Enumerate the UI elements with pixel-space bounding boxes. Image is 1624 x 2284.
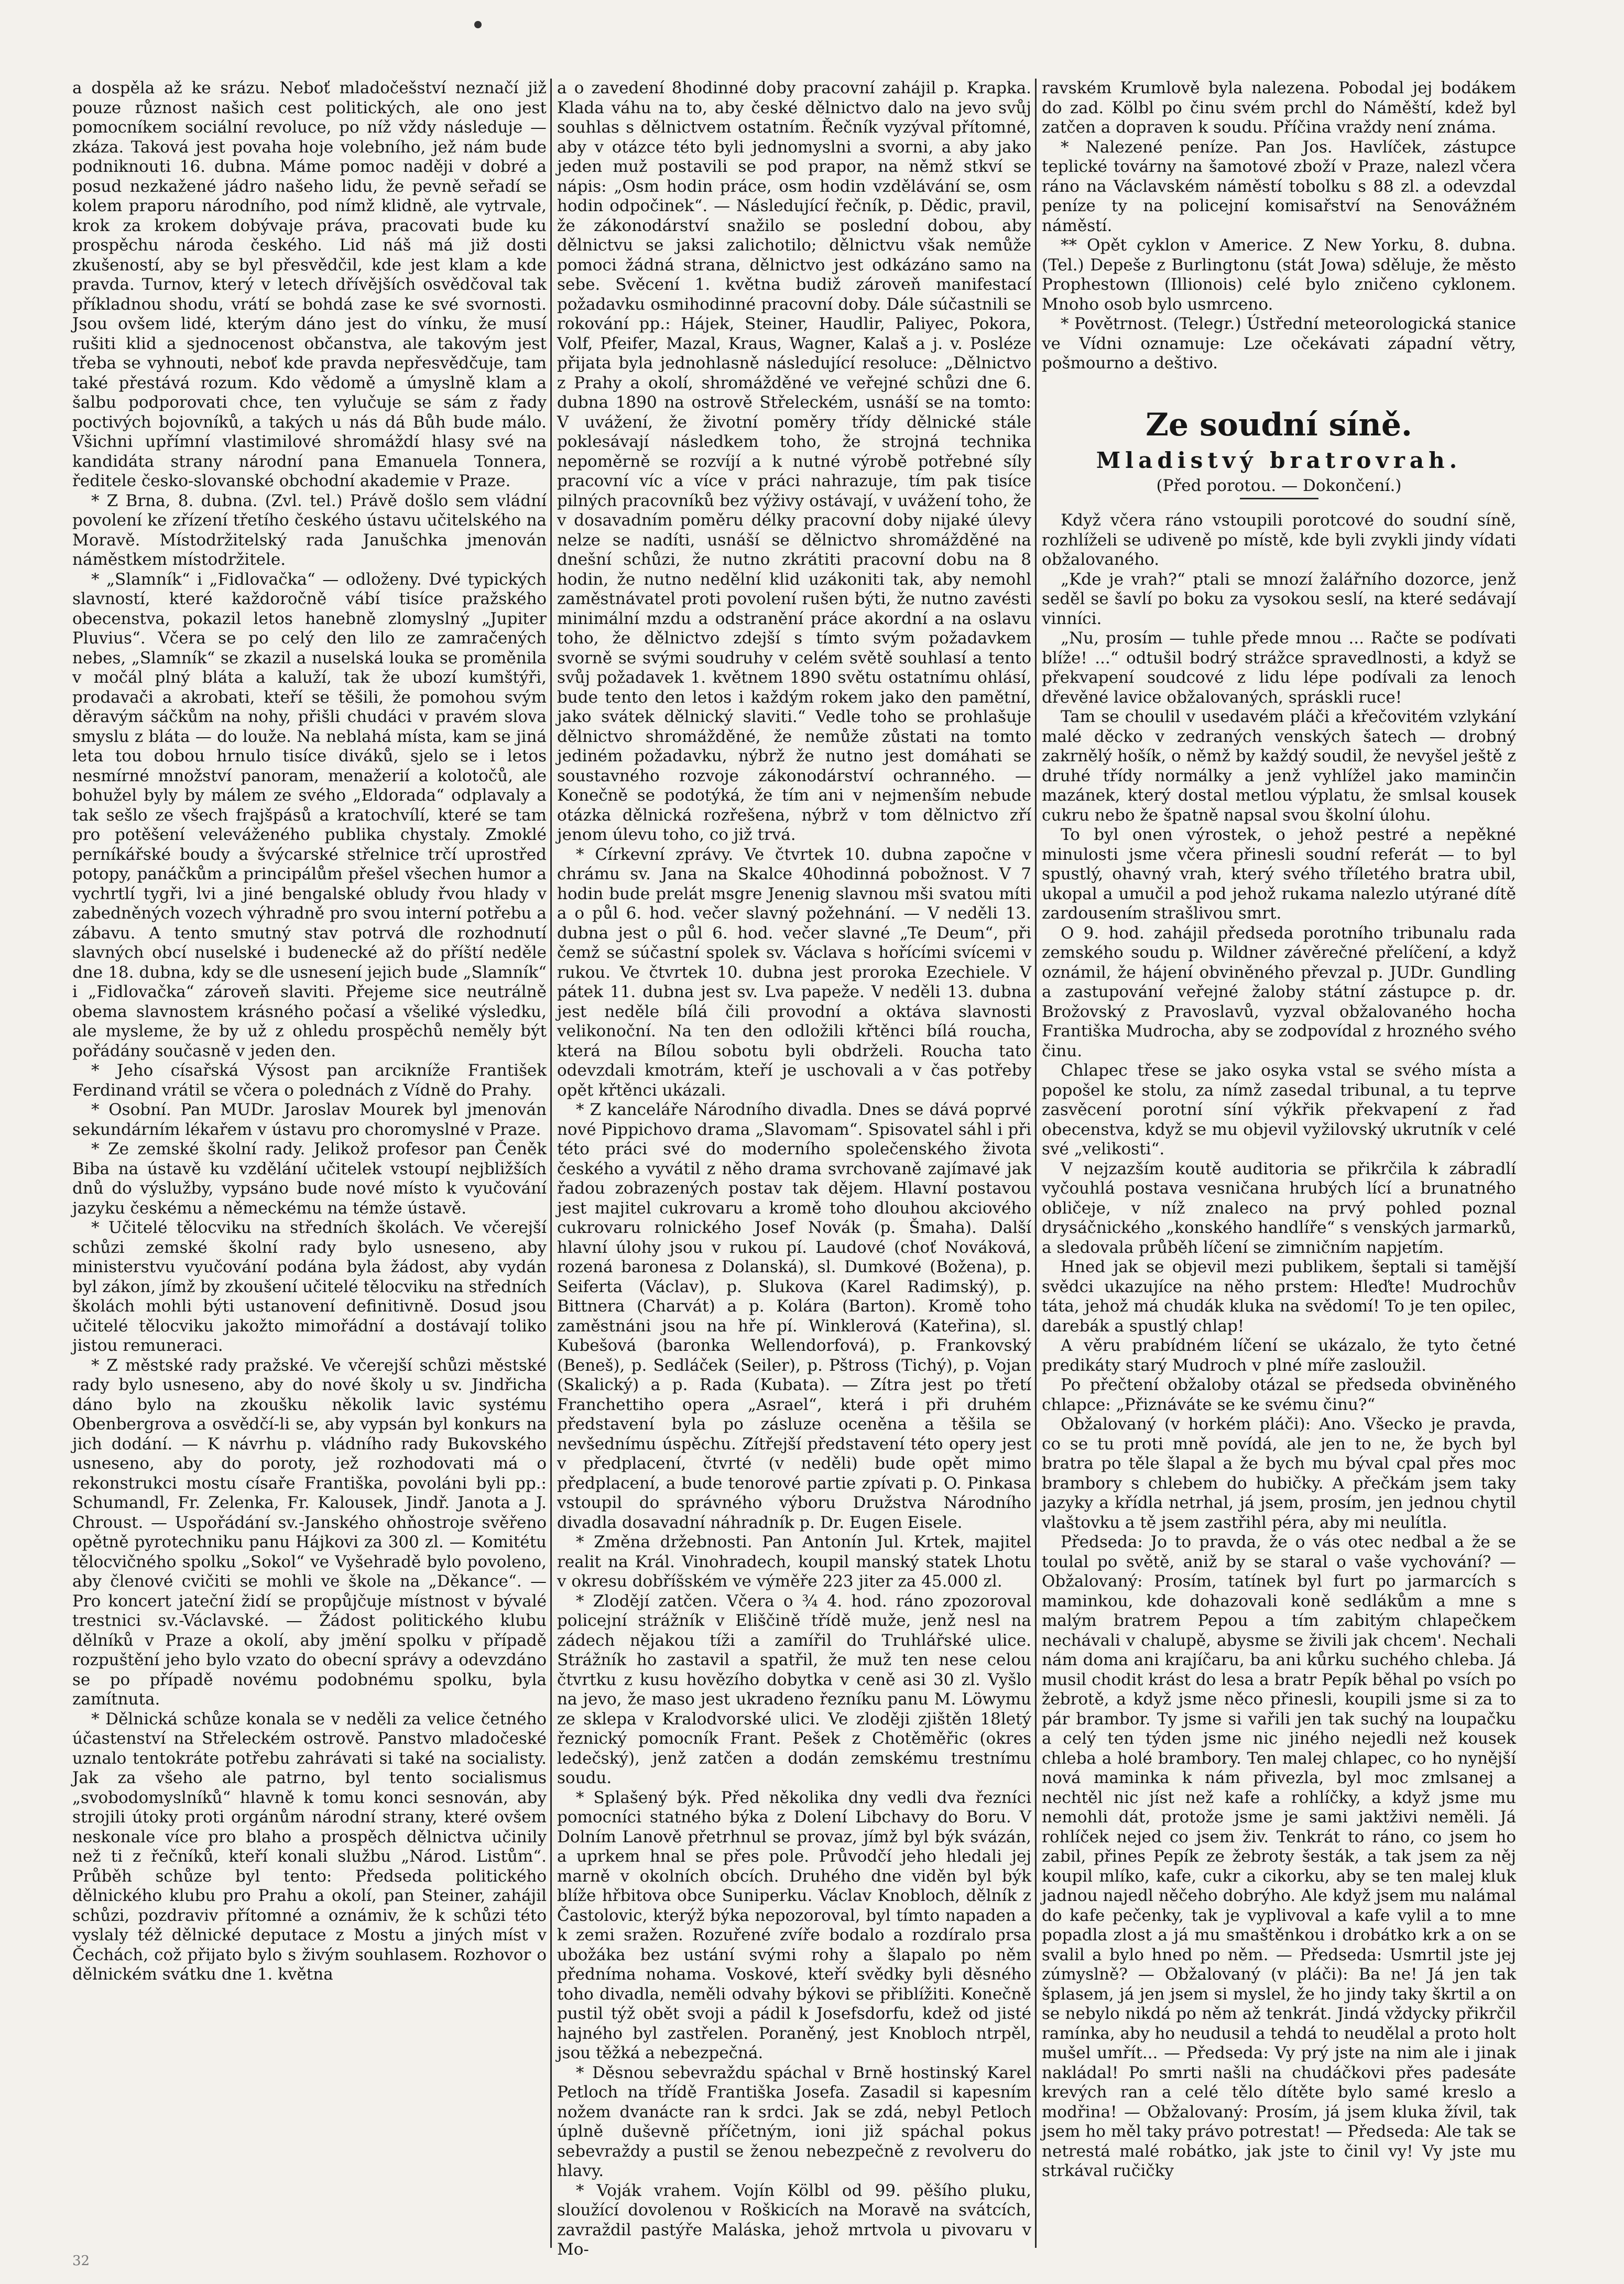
article-arcikniže: * Jeho císařská Výsost pan arcikníže František Ferdinand vrátil se včera o polednách z Vídně do Prahy.	[72, 1061, 547, 1100]
article-ucitele-telocviku: * Učitelé tělocviku na středních školách. Ve včerejší schůzi zemské školní rady bylo usneseno, aby ministerstvu vyučování podána byla žádost, aby vydán byl zákon, jímž by zkoušení učitelé tělocviku na středních školách mohli býti ustanovení definitivně. Dosud jsou učitelé tělocviku jakožto mimořádní a dostávají toliko jistou remuneraci.	[72, 1218, 547, 1355]
court-paragraph: Po přečtení obžaloby otázal se předseda obviněného chlapce: „Přiznáváte se ke svému činu?“	[1042, 1375, 1516, 1414]
article-osobni: * Osobní. Pan MUDr. Jaroslav Mourek byl jmenován sekundárním lékařem v ústavu pro choromyslné v Praze.	[72, 1100, 547, 1139]
court-paragraph: Tam se choulil v usedavém pláči a křečovitém vzlykání malé děcko v zedraných venských šatech — drobný zakrnělý hošík, o němž by každý soudil, že nevyšel ještě z druhé třídy normálky a jenž vyhlížel jako maminčin mazánek, který dostal metlou výplatu, že smlsal kousek cukru nebo že špatně napsal svou školní úlohu.	[1042, 707, 1516, 825]
article-nalezene-penize: * Nalezené peníze. Pan Jos. Havlíček, zástupce teplické továrny na šamotové zboží v Praze, nalezl včera ráno na Václavském náměstí tobolku s 88 zl. a odevzdal peníze ty na policejní komisařství na Senovážném náměstí.	[1042, 137, 1516, 235]
column-rule	[550, 79, 552, 2248]
court-paragraph: Hned jak se objevil mezi publikem, šeptali si tamější svědci ukazujíce na něho prstem: Hleďte! Mudrochův táta, jehož má chudák kluka na svědomí! To je ten opilec, darebák a spustlý chlap!	[1042, 1258, 1516, 1336]
court-paragraph: „Nu, prosím — tuhle přede mnou ... Račte se podívati blíže! ...“ odtušil bodrý strážce spravedlnosti, a když se překvapení soudcové z lidu lépe podívali za lenoch dřevěné lavice obžalovaných, spráskli ruce!	[1042, 629, 1516, 707]
court-paragraph: „Kde je vrah?“ ptali se mnozí žalářního dozorce, jenž seděl se šavlí po boku za vysokou seslí, na které sedávají vinníci.	[1042, 570, 1516, 628]
court-paragraph: A věru prabídném líčení se ukázalo, že tyto četné predikáty starý Mudroch v plné míře zasloužil.	[1042, 1336, 1516, 1375]
court-paragraph: Předseda: Jo to pravda, že o vás otec nedbal a že se toulal po světě, aniž by se staral o vaše vychování? — Obžalovaný: Prosím, tatínek byl furt po jarmarcích s maminkou, kde dohazovali koně sedlákům a mne s malým bratrem Pepou a tím zabitým chlapečkem nechávali v chalupě, abysme se živili jak chcem'. Nechali nám doma ani krajíčaru, ba ani kůrku suchého chleba. Já musil chodit krást do lesa a bratr Pepík běhal po vsích po žebrotě, a když jsme něco přinesli, koupili jsme si za to pár brambor. Ty jsme si vařili jen tak suchý na loupačku a celý ten týden jsme nic jiného nejedli než kousek chleba a holé brambory. Ten malej chlapec, co ho nynější nová maminka k nám přivezla, byl moc zmlsanej a nechtěl nic jíst než kafe a rohlíčky, a když jsme mu nemohli dát, protože jsme je sami jaktživi neměli. Já rohlíček nejed co jsem živ. Tenkrát to ráno, co jsem ho zabil, přines Pepík ze žebroty šesták, a tak jsem za něj koupil mlíko, kafe, cukr a cikorku, aby se ten malej kluk jadnou najedl něčeho dobrýho. Ale když jsem mu nalámal do kafe pečenky, tak je vyplivoval a kafe vylil a to mne popadla zlost a já mu smaštěnkou i drobátko krk a on se svalil a bylo hned po něm. — Předseda: Usmrtil jste jej zúmyslně? — Obžalovaný (v pláči): Ba ne! Já jen tak šplasem, já jen jsem si myslel, že ho jindy taky škrtil a on se nebylo nikdá po něm až tenkrát. Jindá vždycky přikrčil ramínka, aby ho neudusil a tehdá to neudělal a proto holt mušel umřít... — Předseda: Vy prý jste na nim ale i jinak nakládal! Po smrti našli na chudáčkovi přes padesáte krevých ran a celé tělo dítěte bylo samé kreslo a modřina! — Obžalovaný: Prosím, já jsem kluka žívil, tak jsem ho měl taky právo potrestat! — Předseda: Ale tak se netrestá malé robátko, jak jste to činil vy! Vy jste mu strkával ručičky	[1042, 1533, 1516, 2180]
article-splaseny-byk: * Splašený býk. Před několika dny vedli dva řezníci pomocníci statného býka z Dolení Libchavy do Boru. V Dolním Lanově přetrhnul se provaz, jímž byl býk svázán, a uprkem hnal se přes pole. Průvodčí jeho hledali jej marně v okolních obcích. Druhého dne viděn byl býk blíže hřbitova obce Suniperku. Václav Knobloch, dělník z Častolovic, kterýž býka nepozoroval, byl tímto napaden a k zemi sražen. Rozuřené zvíře bodalo a rozdíralo prsa ubožáka bez ustání svými rohy a šlapalo po něm předníma nohama. Voskové, kteří svědky byli děsného toho divadla, neměli odvahy býkovi se přiblížiti. Konečně pustil týž obět svoji a pádil k Josefsdorfu, kdež od jisté hajného byl zastřelen. Poraněný, jest Knobloch ntrpěl, jsou těžká a nebezpečná.	[557, 1788, 1031, 2062]
section-title: Ze soudní síně.	[1146, 406, 1412, 443]
article-povetrnost: * Povětrnost. (Telegr.) Ústřední meteorologická stanice ve Vídni oznamuje: Lze očekávati západní větry, pošmourno a deštivo.	[1042, 314, 1516, 373]
article-sebevrazda: * Děsnou sebevraždu spáchal v Brně hostinský Karel Petloch na třídě Františka Josefa. Zasadil si kapesním nožem dvanácte ran k srdci. Jak se zdá, nebyl Petloch úplně duševně příčetným, ioni již spáchal pokus sebevraždy a pustil se ženou nebezpečně z revolveru do hlavy.	[557, 2063, 1031, 2180]
court-paragraph: Obžalovaný (v horkém pláči): Ano. Všecko je pravda, co se tu proti mně povídá, ale jen to ne, že bych byl bratra po těle šlapal a že bych mu býval cpal přes moc brambory s chlebem do hubičky. A přečkám jsem taky jazyky a křídla netrhal, já jsem, prosím, jen jednou chytil vlaštovku a tě jsem zastřihl péra, aby mi neulítla.	[1042, 1415, 1516, 1532]
article-cyklon: ** Opět cyklon v Americe. Z New Yorku, 8. dubna. (Tel.) Depeše z Burlingtonu (stát Jowa) sděluje, že město Prophestown (Illionois) celé bylo zničeno cyklonem. Mnoho osob bylo usmrceno.	[1042, 236, 1516, 314]
article-paragraph: a dospěla až ke srázu. Neboť mladočešství neznačí již pouze různost našich cest politických, ale ono jest pomocníkem sociální revoluce, po níž vždy následuje — zkáza. Taková jest povaha hoje volebního, jež nám bude podniknouti 16. dubna. Máme pomoc naději v dobré a posud nezkažené jádro našeho lidu, že pevně seřadí se kolem praporu národního, pod nímž klidně, ale vytrvale, krok za krokem dobývaje práva, pracovati bude ku prospěchu národa českého. Lid náš má již dosti zkušeností, aby se byl přesvědčil, kde jest klam a kde pravda. Turnov, který v letech dřívějších osvědčoval tak příkladnou shodu, vrátí se bohdá zase ke své svornosti. Jsou ovšem lidé, kterým dáno jest do vínku, že musí rušiti klid a sjednocenost občanstva, ale takovým jest třeba se vyhnouti, neboť kde pravda nepřesvědčuje, tam také přestává rozum. Kdo vědomě a úmyslně klam a šalbu podporovati chce, ten vylučuje se sám z řady poctivých bojovníků, a takých u nás dá Bůh bude málo. Všichni upřímní vlastimilové shromáždí hlasy své na kandidáta strany národní pana Emanuela Tonnera, ředitele česko-slovanské obchodní akademie v Praze.	[72, 79, 547, 490]
article-zmena-drzebnosti: * Změna držebnosti. Pan Antonín Jul. Krtek, majitel realit na Král. Vinohradech, koupil manský statek Lhotu v okresu dobříšském ve výměře 223 jiter za 45.000 zl.	[557, 1533, 1031, 1591]
court-paragraph: V nejzazším koutě auditoria se přikrčila k zábradlí vyčouhlá postava vesničana hrubých lící a brunatného obličeje, v níž znaleco na prvý pohled poznal drysáčnického „konského handlíře“ s venských jarmarků, a sledovala průběh líčení se zimničním napjetím.	[1042, 1159, 1516, 1257]
column-rule	[1035, 79, 1037, 2248]
article-vojak-vrahem: * Voják vrahem. Vojín Kölbl od 99. pěšího pluku, sloužící dovolenou v Roškicích na Moravě na svátcích, zavraždil pastýře Maláska, jehož mrtvola u pivovaru v Mo-	[557, 2181, 1031, 2259]
page-mark: 32	[72, 2253, 90, 2269]
article-resoluce: a o zavedení 8hodinné doby pracovní zahájil p. Krapka. Klada váhu na to, aby české dělnictvo dalo na jevo svůj souhlas s dělnictvem ostatním. Řečník vyzýval přítomné, aby v otázce této byli jednomyslni a svorni, a aby jako jeden muž postavili se pod prapor, na němž stkví se nápis: „Osm hodin práce, osm hodin vzdělávání se, osm hodin odpočinek“. — Následující řečník, p. Dědic, pravil, že zákonodárství snažilo se poslední dobou, aby dělnictvu se jaksi zalichotilo; dělnictvu však nemůže pomoci žádná strana, dělnictvo jest odkázáno samo na sebe. Svěcení 1. května budiž zároveň manifestací požadavku osmihodinné pracovní doby. Dále súčastnili se rokování pp.: Hájek, Steiner, Haudlir, Paliyec, Pokora, Volf, Pfeifer, Mazal, Kraus, Wagner, Kalaš a j. v. Posléze přijata byla jednohlasně následující resoluce: „Dělnictvo z Prahy a okolí, shromážděné ve veřejné schůzi dne 6. dubna 1890 na ostrově Střeleckém, usnáší se na tomto: V uvážení, že životní poměry třídy dělnické stále poklesávají následkem toho, že strojná technika nepoměrně se rozvíjí a k nutné výrobě potřebné síly pracovní víc a více v práci nahrazuje, tím pak tisíce pilných pracovníků bez výživy ostávají, v uvážení toho, že v dosavadním poměru délky pracovní doby nijaké úlevy nelze se nadíti, usnáší se dělnictvo shromážděné na dnešní schůzi, že nutno zkrátiti pracovní dobu na 8 hodin, že nutno nedělní klid uzákoniti tak, aby nemohl zaměstnávatel proti povolení rušen býti, že nutno zavésti minimální mzdu a odstranění práce akordní a na oslavu toho, že dělnictvo zdejší s tímto svým požadavkem svorně se svými soudruhy v celém světě souhlasí a tento svůj požadavek 1. květnem 1890 světu ostatnímu ohlásí, bude tento den letos i každým rokem jako den pamětní, jako svátek dělnický slaviti.“ Vedle toho se prohlašuje dělnictvo shromážděné, že nemůže zůstati na tomto jediném požadavku, nýbrž že nutno jest domáhati se soustavného rozvoje zákonodárství ochranného. — Konečně se podotýká, že tím ani v nejmenším nebude otázka dělnická rozřešena, nýbrž v tom dělnictvo zří jenom úlevu toho, co již trvá.	[557, 79, 1031, 844]
article-brno: * Z Brna, 8. dubna. (Zvl. tel.) Právě došlo sem vládní povolení ke zřízení třetího českého ústavu učitelského na Moravě. Místodržitelský rada Janušchka jmenován náměstkem místodržitele.	[72, 491, 547, 569]
court-paragraph: To byl onen výrostek, o jehož pestré a nepěkné minulosti jsme včera přinesli soudní referát — to byl spustlý, ohavný vrah, který svého tříletého bratra ubil, ukopal a umučil a pod jehož rukama nalezlo utýrané dítě zardousením strašlivou smrt.	[1042, 825, 1516, 923]
column-1	[72, 79, 547, 2248]
article-cirkevni-zpravy: * Církevní zprávy. Ve čtvrtek 10. dubna započne v chrámu sv. Jana na Skalce 40hodinná pobožnost. V 7 hodin bude prelát msgre Jenenig slavnou mši svatou míti a o půl 6. hod. večer slavný požehnání. — V neděli 13. dubna jest o půl 6. hod. večer slavné „Te Deum“, při čemž se súčastní spolek sv. Václava s hořícími svícemi v rukou. Ve čtvrtek 10. dubna jest proroka Ezechiele. V pátek 11. dubna jest sv. Lva papeže. V neděli 13. dubna jest neděle bílá čili provodní a oktáva slavnosti velikonoční. Na ten den odložili křtěnci bílá roucha, která na Bílou sobotu byli obdrželi. Roucha tato odevzdali kmotrám, kteří je uschovali a v čas potřeby opět křtěnci ukázali.	[557, 845, 1031, 1100]
article-slamnik: * „Slamník“ i „Fidlovačka“ — odloženy. Dvé typických slavností, které každoročně vábí tisíce pražského obecenstva, pokazil letos hanebně zlomyslný „Jupiter Pluvius“. Včera se po celý den lilo ze zamračených nebes, „Slamník“ se zkazil a nuselská louka se proměnila v močál plný bláta a kaluží, tak že ubozí kumštýři, prodavači a akrobati, kteří se těšili, že pomohou svým děravým sáčkům na nohy, přišli chudáci v pravém slova smyslu z bláta — do louže. Na neblahá místa, kam se jiná leta tou dobou hrnulo tisíce diváků, sjelo se i letos nesmírné množství panoram, menažerií a kolotočů, ale bohužel byly by málem ze svého „Eldorada“ odplavaly a tak sešlo ze všech frajšpásů a kratochvílí, které se tam pro potěšení veleváženého publika chystaly. Zmoklé perníkářské boudy a švýcarské střelnice trčí uprostřed potopy, panáčkům a principálům přešel všechen humor a vychrtlí tygři, lvi a jiné bengalské obludy řvou hlady v zabedněných vozech výhradně pro svou interní potřebu a zábavu. A tento smutný stav potrvá dle rozhodnutí slavných obcí nuselské i budenecké až do příští neděle dne 18. dubna, kdy se dle usnesení jejich bude „Slamník“ i „Fidlovačka“ zároveň slaviti. Přejeme sice neutrálně obema slavnostem krásného počasí a všeliké výsledku, ale mysleme, že by už z ohledu prospěchů neměly být pořádány současně v jeden den.	[72, 570, 547, 1061]
column-3	[1042, 79, 1516, 2248]
article-skolni-rada: * Ze zemské školní rady. Jelikož profesor pan Čeněk Biba na ústavě ku vzdělání učitelek vstoupí nejbližších dnů do výslužby, vypsáno bude nové místo k vyučování jazyku českému a německému na témže ústavě.	[72, 1140, 547, 1218]
court-paragraph: Chlapec třese se jako osyka vstal se svého místa a popošel ke stolu, za nímž zasedal tribunal, a tu teprve zasvěcení porotní síní výkřik překvapení z řad obecenstva, když se mu objevil vyžilovský ukrutník v celé své „velikosti“.	[1042, 1061, 1516, 1159]
article-mestska-rada: * Z městské rady pražské. Ve včerejší schůzi městské rady bylo usneseno, aby do nové školy u sv. Jindřicha dáno bylo na zkoušku několik lavic systému Obenbergrova a osvědčí-li se, aby vypsán byl konkurs na jich dodání. — K návrhu p. vládního rady Bukovského usneseno, aby do poroty, jež rozhodovati má o rekonstrukci mostu císaře Františka, povoláni byli pp.: Schumandl, Fr. Zelenka, Fr. Kalousek, Jindř. Janota a J. Chroust. — Uspořádání sv.-Janského ohňostroje svěřeno opětně pyrotechniku panu Hájkovi za 300 zl. — Komitétu tělocvičného spolku „Sokol“ ve Vyšehradě bylo povoleno, aby členové cvičiti se mohli ve škole na „Děkance“. — Pro koncert jateční židí se propůjčuje místnost v bývalé trestnici sv.-Václavské. — Žádost politického klubu dělníků v Praze a okolí, aby jmění spolku v případě rozpuštění jeho bylo vzato do obecní správy a odevzdáno se po případě novému podobnému spolku, byla zamítnuta.	[72, 1356, 547, 1709]
column-2	[557, 79, 1031, 2259]
article-delnicka-schuze: * Dělnická schůze konala se v neděli za velice četného účastenství na Střeleckém ostrově. Panstvo mladočeské uznalo tentokráte potřebu zahrávati si také na socialisty. Jak za všeho ale patrno, byl tento socialismus „svobodomyslníků“ hlavně k tomu konci sesnován, aby strojili útoky proti orgánům národní strany, které ovšem neskonale více pro blaho a prospěch dělnictva učinily než ti z řečníků, kteří konali službu „Národ. Listům“. Průběh schůze byl tento: Předseda politického dělnického klubu pro Prahu a okolí, pan Steiner, zahájil schůzi, pozdraviv přítomné a oznámiv, že k schůzi této vyslaly též dělnické deputace z Mostu a jiných míst v Čechách, což přijato bylo s živým souhlasem. Rozhovor o dělnickém svátku dne 1. května	[72, 1709, 547, 1984]
ink-dot	[474, 21, 482, 28]
article-narodni-divadlo: * Z kanceláře Národního divadla. Dnes se dává poprvé nové Pippichovo drama „Slavomam“. Spisovatel sáhl i při této práci své do moderního společenského života českého a vyvátil z něho drama svrchovaně zajímavé jak řadou zobrazených postav tak dějem. Hlavní postavou jest majitel cukrovaru a kromě toho dlouhou akciového cukrovaru rolnického Josef Novák (p. Šmaha). Další hlavní úlohy jsou v rukou pí. Laudové (choť Nováková, rozená baronesa z Dolanská), sl. Dumkové (Božena), p. Seiferta (Václav), p. Slukova (Karel Radimský), p. Bittnera (Charvát) a p. Kolára (Barton). Kromě toho zaměstnáni jsou na hře pí. Winklerová (Kateřina), sl. Kubešová (baronka Wellendorfová), p. Frankovský (Beneš), p. Sedláček (Seiler), p. Pštross (Tichý), p. Vojan (Skalický) a p. Rada (Kubata). — Zítra jest po třetí Franchettiho opera „Asrael“, která i při druhém představení byla po zásluze oceněna a těšila se nevšednímu úspěchu. Zítřejší představení této opery jest v předplacení, čtvrté (v neděli) bude opět mimo předplacení, a bude tenorové partie zpívati p. O. Pinkasa vstoupil do správného výboru Družstva Národního divadla dosavadní náhradník p. Dr. Eugen Eisele.	[557, 1100, 1031, 1532]
court-paragraph: Když včera ráno vstoupili porotcové do soudní síně, rozhlíželi se udiveně po místě, kde byli zvykli jindy vídati obžalovaného.	[1042, 511, 1516, 569]
section-note: (Před porotou. — Dokončení.)	[1156, 476, 1402, 495]
article-krumlov: ravském Krumlově byla nalezena. Pobodal jej bodákem do zad. Kölbl po činu svém prchl do Náměští, kdež byl zatčen a dopraven k soudu. Příčina vraždy není známa.	[1042, 79, 1516, 137]
section-subtitle: Mladistvý bratrovrah.	[1096, 447, 1462, 473]
court-paragraph: O 9. hod. zahájil předseda porotního tribunalu rada zemského soudu p. Wildner závěrečné přelíčení, a když oznámil, že hájení obviněného převzal p. JUDr. Gundling a zastupování veřejné žaloby státní zástupce p. dr. Brožovský z Pravoslavů, vyzval obžalovaného hocha Františka Mudrocha, aby se zodpovídal z hrozného svého činu.	[1042, 923, 1516, 1061]
article-zlodej-zatcen: * Zlodějí zatčen. Včera o ¾ 4. hod. ráno zpozoroval policejní strážník v Eliščině třídě muže, jenž nesl na zádech nějakou tíži a zamířil do Truhlářské ulice. Strážník ho zastavil a spatřil, že muž ten nese celou čtvrtku z kusu hovězího dobytka v ceně asi 30 zl. Vyšlo na jevo, že maso jest ukradeno řezníku panu M. Löwymu ze sklepa v Kralodvorské ulici. Ve zloději zjištěn 18letý řeznický pomocník Frant. Pešek z Chotěměřic (okres ledečský), jenž zatčen a dodán zemskému trestnímu soudu.	[557, 1591, 1031, 1787]
section-divider	[1240, 498, 1318, 499]
